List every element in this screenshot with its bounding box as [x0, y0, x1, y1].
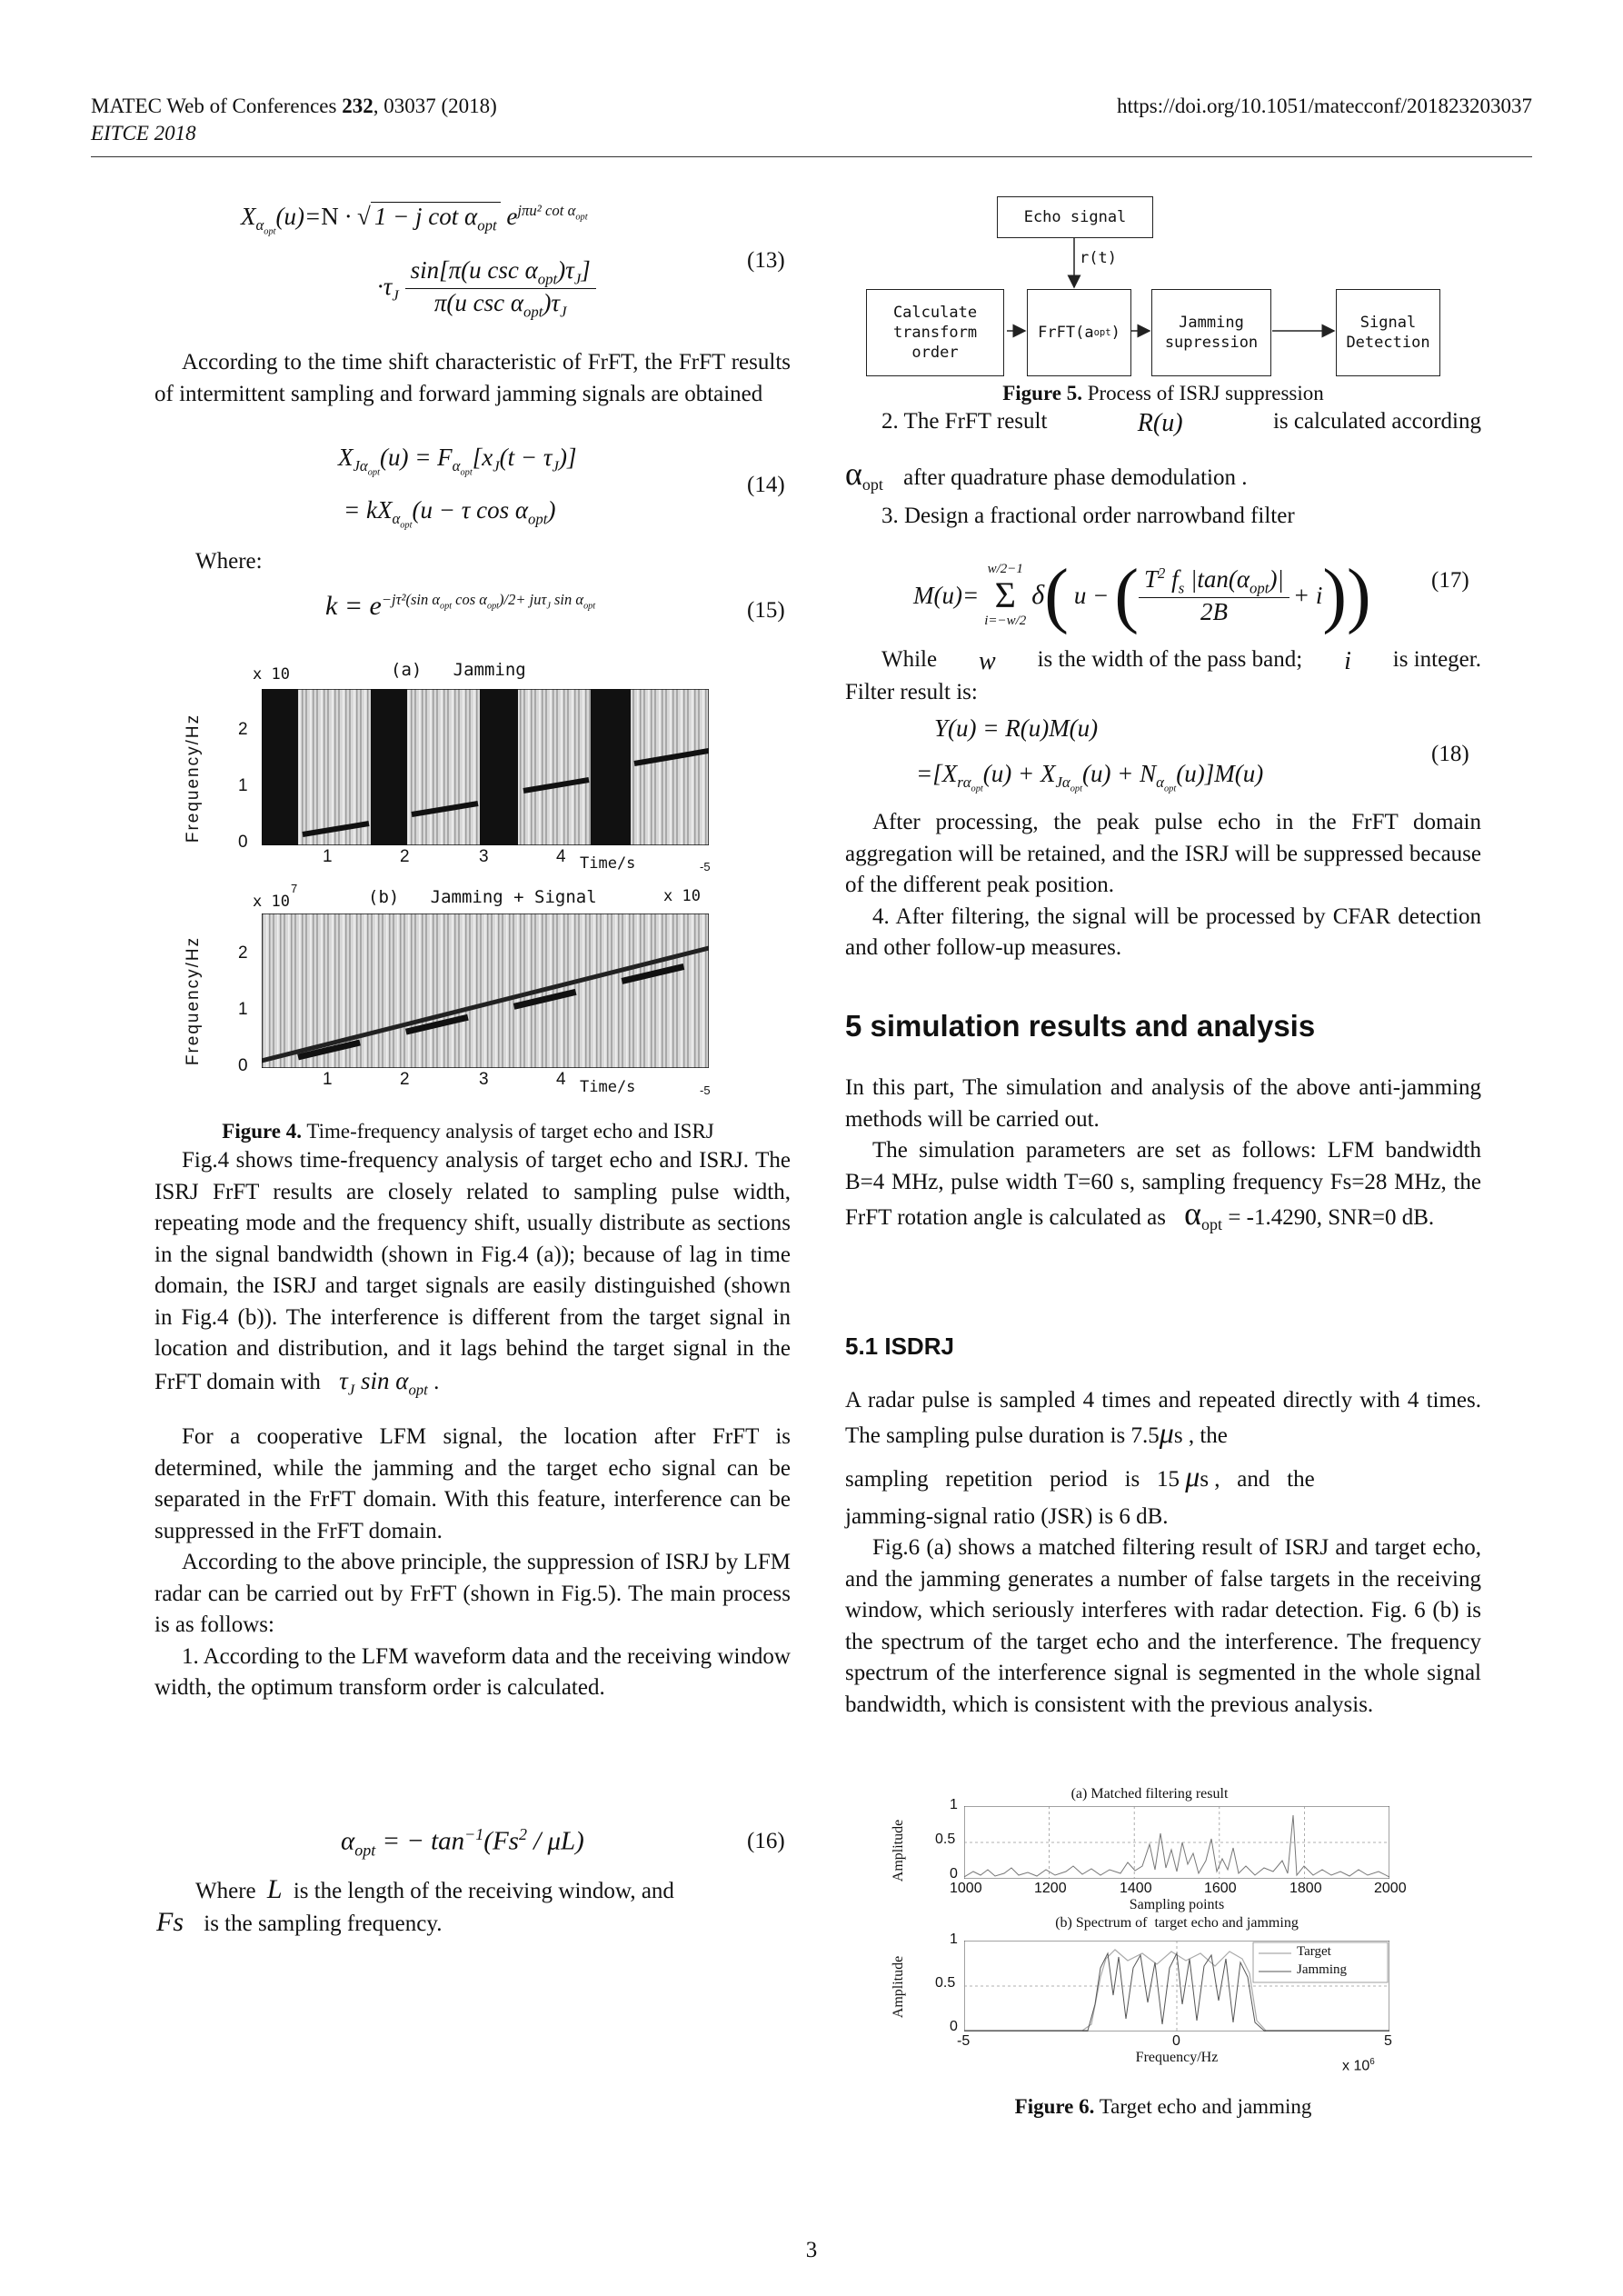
fig4b-xtick-2: 2 — [400, 1070, 410, 1089]
equation-13-line2: $\cdot\tau_J$ $\frac{\sin[\pi(u \csc \alpha_{opt})\tau_J]}{\pi(u \csc \alpha_{opt})\tau_J}$ — [377, 256, 596, 322]
filter-result-label: Filter result is: — [845, 680, 978, 704]
fig4a-title: (a) Jamming — [391, 660, 526, 680]
para-coop: For a cooperative LFM signal, the location after FrFT is determined, while the jamming and the target echo signal can be separated in the FrFT domain. With this feature, interference can be suppressed in the FrFT domain. — [154, 1424, 791, 1543]
fig4b-exponent: x 10 — [253, 893, 290, 911]
lag-expression: $\tau_J$ $\sin \alpha_{opt}$ — [339, 1366, 428, 1398]
fig4b-xtick-4: 4 — [556, 1070, 566, 1089]
figure-6-caption-label: Figure 6. — [1014, 2095, 1095, 2118]
figure-5-caption — [845, 382, 1481, 405]
para-isdrj-e: jamming-signal ratio (JSR) is 6 dB. — [845, 1503, 1169, 1529]
equation-18-line1: Y(u) = R(u)M(u) — [934, 714, 1099, 742]
para-sim1: In this part, The simulation and analysis of the above anti-jamming methods will be carried out. — [845, 1075, 1481, 1132]
journal-article: , 03037 (2018) — [373, 95, 497, 117]
where-L-b: is the length of the receiving window, and — [293, 1879, 674, 1903]
para-time-shift — [154, 347, 791, 410]
para-sim2: The simulation parameters are set as follows: LFM bandwidth B=4 MHz, pulse width T=60 s, sampling frequency Fs=28 MHz, the FrFT rotation angle is calculated as — [845, 1138, 1481, 1230]
fig4a-exponent: x 10 — [253, 665, 290, 684]
fig4b-exponent-power: 7 — [291, 882, 298, 895]
fig6a-ylabel: Amplitude — [891, 1819, 907, 1882]
fig5-rt-label: r(t) — [1080, 249, 1117, 267]
while-line: While w is the width of the pass band; i is integer. — [881, 647, 1481, 675]
fig6b-legend-jamming: Jamming — [1297, 1962, 1347, 1977]
equation-15: $k = e^{-j\tau^2(sin \alpha_{opt} cos \alpha_{opt})/2+ ju\tau_J sin \alpha_{opt}}$ — [325, 591, 596, 621]
fig5-signal-box: Signal Detection — [1336, 289, 1440, 376]
figure-4-caption — [145, 1120, 791, 1143]
fig5-calc-box: Calculate transform order — [866, 289, 1004, 376]
para-principle: According to the above principle, the suppression of ISRJ by LFM radar can be carried out by FrFT (shown in Fig.5). The main process is as follows: — [154, 1550, 791, 1638]
para-isdrj-b: s , the — [1173, 1423, 1228, 1448]
fig4b-right-exponent: x 10 — [663, 887, 701, 905]
fig6b-exponent — [1342, 2057, 1375, 2074]
fig5-jamming-box: Jamming supression — [1151, 289, 1271, 376]
fig4b-xtick-3: 3 — [479, 1070, 489, 1089]
fig6a-ytick-05: 0.5 — [935, 1832, 956, 1847]
fig6a-xtick-1400: 1400 — [1120, 1881, 1152, 1896]
equation-13-line1: $X_{\alpha_{opt}}(u)=N$ · √ 1 − j $\cot \alpha_{opt}$ $e^{j\pi u^2 cot \alpha_{opt}}$ — [241, 202, 588, 237]
equation-16: $\alpha_{opt}$ = − $\tan^{-1}(Fs^2 / \mu L)$ — [341, 1825, 584, 1860]
para-sim2-end: = -1.4290, SNR=0 dB. — [1228, 1205, 1435, 1230]
fig4a-ylabel: Frequency/Hz — [184, 713, 204, 844]
journal-volume: 232 — [342, 95, 373, 117]
conference-name: EITCE 2018 — [91, 122, 196, 145]
while-b: is the width of the pass band; — [1037, 647, 1303, 672]
para-isdrj-a: A radar pulse is sampled 4 times and repeated directly with 4 times. The sampling pulse duration is 7.5 — [845, 1388, 1481, 1448]
fig6b-title: (b) Spectrum of target echo and jamming — [1055, 1915, 1299, 1931]
figure-4-caption-label: Figure 4. — [222, 1120, 302, 1143]
step3: 3. Design a fractional order narrowband filter — [881, 504, 1295, 528]
equation-14-number: (14) — [747, 473, 785, 497]
fig4b-ytick-0: 0 — [238, 1056, 248, 1075]
equation-14-line1: $X_{J\alpha_{opt}}(u) = F_{\alpha_{opt}}[x_J(t - \tau_J)]$ — [338, 444, 577, 478]
figure-5 — [863, 193, 1445, 384]
figure-4-caption-text: Time-frequency analysis of target echo and ISRJ — [302, 1120, 714, 1143]
para-after-processing: After processing, the peak pulse echo in the FrFT domain aggregation will be retained, and the ISRJ will be suppressed because of the different peak position. — [845, 810, 1481, 897]
para-step4: 4. After filtering, the signal will be processed by CFAR detection and other follow-up measures. — [845, 903, 1481, 960]
fig4b-xtick-1: 1 — [323, 1070, 333, 1089]
fig6a-xtick-1000: 1000 — [950, 1881, 982, 1896]
fig6a-xtick-1200: 1200 — [1034, 1881, 1067, 1896]
fig4a-xtick-3: 3 — [479, 847, 489, 866]
fig6a-xtick-1600: 1600 — [1204, 1881, 1237, 1896]
running-header-journal — [91, 93, 497, 120]
fig4b-ytick-1: 1 — [238, 1000, 248, 1019]
left-body-text: Fig.4 shows time-frequency analysis of target echo and ISRJ. The ISRJ FrFT results are closely related to sampling pulse width, repeating mode and the frequency shift, usually distribute as sections in the signal bandwidth (shown in Fig.4 (a)); because of lag in time domain, the ISRJ and target signals are easily distinguished (shown in Fig.4 (b)). The interference is different from the target signal in location and distribution, and it lags behind the target signal in the FrFT domain with $\tau_J$ $\sin \alpha_{opt}$ . For a cooperative LFM signal, the location after FrFT is determined, while the jamming and the target echo signal can be separated in the FrFT domain. With this feature, interference can be suppressed in the FrFT domain. According to the above principle, the suppression of ISRJ by LFM radar can be carried out by FrFT (shown in Fig.5). The main process is as follows: 1. According to the LFM waveform data and the receiving window width, the optimum transform order is calculated. — [154, 1145, 791, 1704]
fig4a-ytick-2: 2 — [238, 720, 248, 739]
para-fig4-text: Fig.4 shows time-frequency analysis of target echo and ISRJ. The ISRJ FrFT results are closely related to sampling pulse width, repeating mode and the frequency shift, usually distribute as sections in the signal bandwidth (shown in Fig.4 (a)); because of lag in time domain, the ISRJ and target signals are easily distinguished (shown in Fig.4 (b)). The interference is different from the target signal in location and distribution, and it lags behind the target signal in the FrFT domain with — [154, 1148, 791, 1394]
fig4a-xtick-4: 4 — [556, 847, 566, 866]
fig6a-ytick-1: 1 — [950, 1797, 958, 1812]
while-a: While — [881, 647, 938, 672]
equation-14-line2: = $kX_{\alpha_{opt}}(u - \tau$ $\cos \alpha_{opt}$) — [344, 496, 556, 531]
para-isdrj-d: s , and the — [1200, 1467, 1315, 1492]
fig6b-ytick-05: 0.5 — [935, 1975, 956, 1991]
fig4b-xlabel: Time/s — [580, 1078, 636, 1096]
step2-c: after quadrature phase demodulation . — [903, 465, 1248, 490]
fig6a-xlabel: Sampling points — [1129, 1897, 1225, 1912]
fig5-frft-box: FrFT(a opt ) — [1027, 289, 1131, 376]
page-number: 3 — [805, 2238, 818, 2262]
fig6a-ytick-0: 0 — [950, 1866, 958, 1882]
fig4b-spectrogram — [262, 913, 709, 1068]
fig4b-ylabel: Frequency/Hz — [184, 935, 204, 1066]
fig4b-xexp: -5 — [700, 1083, 711, 1097]
where-L-a: Where — [195, 1879, 256, 1903]
fig5-frft-label: FrFT(a — [1038, 324, 1094, 342]
where-fs-text: is the sampling frequency. — [204, 1912, 443, 1936]
fig6a-plot — [964, 1806, 1389, 1879]
fig4b-title: (b) Jamming + Signal — [368, 887, 597, 907]
equation-18-line2: $=[X_{r\alpha_{opt}}(u) + X_{J\alpha_{opt}}(u) + N_{\alpha_{opt}}(u)]M(u)$ — [916, 760, 1264, 794]
right-body-text-1 — [845, 807, 1481, 964]
fig6a-xtick-1800: 1800 — [1289, 1881, 1322, 1896]
while-c: is integer. — [1392, 647, 1481, 672]
step2-line1: 2. The FrFT result R(u) is calculated according — [881, 409, 1481, 437]
fig6b-ytick-1: 1 — [950, 1932, 958, 1947]
header-rule — [91, 156, 1532, 157]
fig6b-xtick-0: 0 — [1172, 2033, 1180, 2049]
fig4a-xexp: -5 — [700, 860, 711, 873]
fig6b-exponent-power: 6 — [1369, 2057, 1375, 2067]
equation-16-number: (16) — [747, 1829, 785, 1853]
fig6b-legend-target: Target — [1297, 1944, 1331, 1959]
fig6b-exponent-base: x 10 — [1342, 2058, 1370, 2074]
fig6b-xtick-neg5: -5 — [957, 2033, 971, 2049]
step2-a: 2. The FrFT result — [881, 409, 1048, 434]
fig6b-xlabel: Frequency/Hz — [1135, 2050, 1219, 2065]
figure-5-caption-label: Figure 5. — [1002, 382, 1082, 404]
fig4a-xlabel: Time/s — [580, 854, 636, 873]
section-5-title: 5 simulation results and analysis — [845, 1009, 1316, 1043]
fig4a-xtick-1: 1 — [323, 847, 333, 866]
para-fig6: Fig.6 (a) shows a matched filtering result of ISRJ and target echo, and the jamming generates a number of false targets in the receiving window, which seriously interferes with radar detection. Fig. 6 (b) is the spectrum of the target echo and the interference. The frequency spectrum of the interference signal is segmented in the whole signal bandwidth, which is consistent with the previous analysis. — [845, 1535, 1481, 1717]
figure-4 — [184, 654, 736, 1118]
section-5-1-title: 5.1 ISDRJ — [845, 1333, 954, 1360]
fig4a-spectrogram — [262, 689, 709, 845]
equation-17: M(u)= w/2−1 Σ i=−w/2 δ ( u − ( $\frac{T^2 f_s |\tan(\alpha_{opt})|}{2B}$ + i )) — [913, 555, 1371, 635]
fig6a-title: (a) Matched filtering result — [1070, 1786, 1229, 1802]
figure-5-caption-text: Process of ISRJ suppression — [1081, 382, 1324, 404]
doi-link[interactable]: https://doi.org/10.1051/matecconf/201823203037 — [1117, 95, 1532, 117]
fig5-frft-sub: opt — [1093, 327, 1111, 338]
equation-15-number: (15) — [747, 598, 785, 623]
figure-6-caption-text: Target echo and jamming — [1094, 2095, 1312, 2118]
right-body-text-3: A radar pulse is sampled 4 times and repeated directly with 4 times. The sampling pulse duration is 7.5μs , the sampling repetition period is 15 μs , and the jamming-signal ratio (JSR) is 6 dB. Fig.6 (a) shows a matched filtering result of ISRJ and target echo, and the jamming generates a number of false targets in the receiving window, which seriously interferes with radar detection. Fig. 6 (b) is the spectrum of the target echo and the interference. The frequency spectrum of the interference signal is segmented in the whole signal bandwidth, which is consistent with the previous analysis. — [845, 1385, 1481, 1721]
fig4a-ytick-0: 0 — [238, 833, 248, 852]
fig5-echo-box: Echo signal — [997, 196, 1153, 238]
para-time-shift-text: According to the time shift characteristic of FrFT, the FrFT results of intermittent sampling and forward jamming signals are obtained — [154, 350, 791, 406]
para-where-fs: Fs is the sampling frequency. — [156, 1907, 443, 1937]
step2-b: is calculated according — [1272, 409, 1481, 434]
fig6b-ylabel: Amplitude — [891, 1955, 907, 2019]
fig6a-xtick-2000: 2000 — [1374, 1881, 1407, 1896]
fig4b-ytick-2: 2 — [238, 943, 248, 963]
right-body-text-2: In this part, The simulation and analysis of the above anti-jamming methods will be carried out. The simulation parameters are set as follows: LFM bandwidth B=4 MHz, pulse width T=60 s, sampling frequency Fs=28 MHz, the FrFT rotation angle is calculated as $\alpha_{opt} = -1.4290$, SNR=0 dB. — [845, 1073, 1481, 1241]
journal-name: MATEC Web of Conferences — [91, 95, 343, 117]
para-isdrj-c: sampling repetition period is 15 — [845, 1467, 1180, 1492]
fig4a-ytick-1: 1 — [238, 776, 248, 795]
equation-17-number: (17) — [1431, 568, 1469, 593]
para-step1: 1. According to the LFM waveform data and the receiving window width, the optimum transform order is calculated. — [154, 1643, 791, 1701]
equation-18-number: (18) — [1431, 742, 1469, 766]
equation-13-number: (13) — [747, 248, 785, 273]
figure-6-caption — [845, 2095, 1481, 2119]
fig6b-ytick-0: 0 — [950, 2019, 958, 2034]
step2-line2: $\alpha_{opt}$ after quadrature phase demodulation . — [845, 455, 1248, 494]
fig6b-xtick-5: 5 — [1384, 2033, 1392, 2049]
where-label: Where: — [195, 549, 263, 574]
para-where-L: Where L is the length of the receiving window, and — [195, 1874, 674, 1904]
fig4a-xtick-2: 2 — [400, 847, 410, 866]
